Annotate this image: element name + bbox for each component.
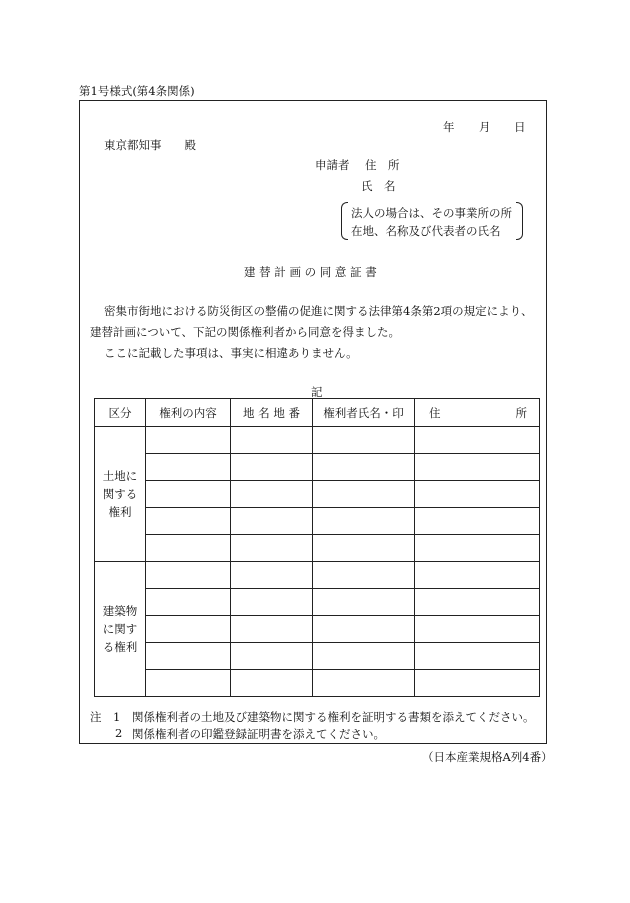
date-year: 年 bbox=[443, 120, 455, 134]
table-cell bbox=[313, 535, 415, 562]
table-cell bbox=[415, 535, 540, 562]
applicant-address-label: 住 所 bbox=[365, 158, 400, 172]
header-holder-name: 権利者氏名・印 bbox=[313, 399, 415, 427]
table-cell bbox=[415, 670, 540, 697]
table-cell bbox=[231, 454, 313, 481]
table-cell bbox=[415, 454, 540, 481]
table-cell bbox=[231, 589, 313, 616]
table-cell bbox=[146, 508, 231, 535]
group-land-line-3: 権利 bbox=[108, 505, 132, 519]
corporate-note bbox=[341, 200, 523, 242]
table-cell bbox=[313, 562, 415, 589]
table-cell bbox=[231, 562, 313, 589]
table-cell bbox=[313, 643, 415, 670]
table-row bbox=[95, 427, 540, 454]
right-paren bbox=[516, 202, 523, 240]
form-id: 第1号様式(第4条関係) bbox=[79, 84, 195, 98]
note-1-label: 注 1 bbox=[90, 710, 121, 724]
header-lot: 地 名 地 番 bbox=[231, 399, 313, 427]
table-cell bbox=[415, 589, 540, 616]
corporate-note-line-2: 在地、名称及び代表者の氏名 bbox=[351, 224, 501, 238]
body-line-3: ここに記載した事項は、事実に相違ありません。 bbox=[104, 346, 358, 360]
note-2-label: 2 bbox=[115, 726, 123, 740]
header-address-part-2: 所 bbox=[515, 405, 527, 420]
table-cell bbox=[313, 616, 415, 643]
note-2-text: 関係権利者の印鑑登録証明書を添えてください。 bbox=[132, 727, 385, 741]
group-land-rights bbox=[95, 427, 146, 562]
applicant-label: 申請者 bbox=[315, 158, 350, 172]
date-month: 月 bbox=[479, 120, 491, 134]
header-category: 区分 bbox=[95, 399, 146, 427]
table-cell bbox=[231, 616, 313, 643]
group-building-line-3: る権利 bbox=[102, 640, 138, 654]
corporate-note-line-1: 法人の場合は、その事業所の所 bbox=[351, 206, 512, 220]
table-cell bbox=[231, 535, 313, 562]
table-cell bbox=[415, 481, 540, 508]
table-cell bbox=[146, 562, 231, 589]
ki-heading: 記 bbox=[311, 385, 323, 399]
addressee: 東京都知事 殿 bbox=[104, 138, 196, 152]
paper-size: （日本産業規格A列4番） bbox=[422, 750, 553, 764]
table-header-row bbox=[95, 399, 540, 427]
table-cell bbox=[146, 589, 231, 616]
table-cell bbox=[231, 481, 313, 508]
table-cell bbox=[146, 454, 231, 481]
table-cell bbox=[313, 589, 415, 616]
table-cell bbox=[146, 670, 231, 697]
table-cell bbox=[313, 670, 415, 697]
table-row bbox=[95, 454, 540, 481]
table-cell bbox=[415, 562, 540, 589]
rights-holder-table bbox=[94, 398, 540, 697]
table-row bbox=[95, 643, 540, 670]
table-cell bbox=[415, 643, 540, 670]
table-cell bbox=[313, 427, 415, 454]
table-cell bbox=[146, 481, 231, 508]
table-row bbox=[95, 562, 540, 589]
date-day: 日 bbox=[514, 120, 526, 134]
table-cell bbox=[146, 535, 231, 562]
table-row bbox=[95, 616, 540, 643]
table-row bbox=[95, 481, 540, 508]
body-line-2: 建替計画について、下記の関係権利者から同意を得ました。 bbox=[90, 325, 401, 339]
group-land-line-2: 関する bbox=[102, 487, 138, 501]
group-building-line-2: に関す bbox=[102, 622, 138, 636]
left-paren bbox=[341, 202, 348, 240]
group-building-rights bbox=[95, 562, 146, 697]
applicant-name-label: 氏 名 bbox=[361, 179, 396, 193]
table-cell bbox=[231, 670, 313, 697]
header-address bbox=[415, 399, 540, 427]
table-cell bbox=[146, 643, 231, 670]
table-cell bbox=[231, 508, 313, 535]
table-cell bbox=[415, 427, 540, 454]
table-row bbox=[95, 589, 540, 616]
header-right-content: 権利の内容 bbox=[146, 399, 231, 427]
table-cell bbox=[231, 427, 313, 454]
body-line-1: 密集市街地における防災街区の整備の促進に関する法律第4条第2項の規定により、 bbox=[104, 304, 533, 318]
table-cell bbox=[415, 508, 540, 535]
table-cell bbox=[415, 616, 540, 643]
document-title: 建 替 計 画 の 同 意 証 書 bbox=[244, 265, 377, 279]
table-row bbox=[95, 508, 540, 535]
table-cell bbox=[146, 427, 231, 454]
table-cell bbox=[146, 616, 231, 643]
group-land-line-1: 土地に bbox=[102, 469, 138, 483]
group-building-line-1: 建築物 bbox=[102, 604, 138, 618]
table-cell bbox=[231, 643, 313, 670]
table-cell bbox=[313, 454, 415, 481]
table-row bbox=[95, 535, 540, 562]
note-1-text: 関係権利者の土地及び建築物に関する権利を証明する書類を添えてください。 bbox=[132, 710, 535, 724]
table-cell bbox=[313, 508, 415, 535]
header-address-part-1: 住 bbox=[429, 405, 441, 420]
table-row bbox=[95, 670, 540, 697]
table-cell bbox=[313, 481, 415, 508]
